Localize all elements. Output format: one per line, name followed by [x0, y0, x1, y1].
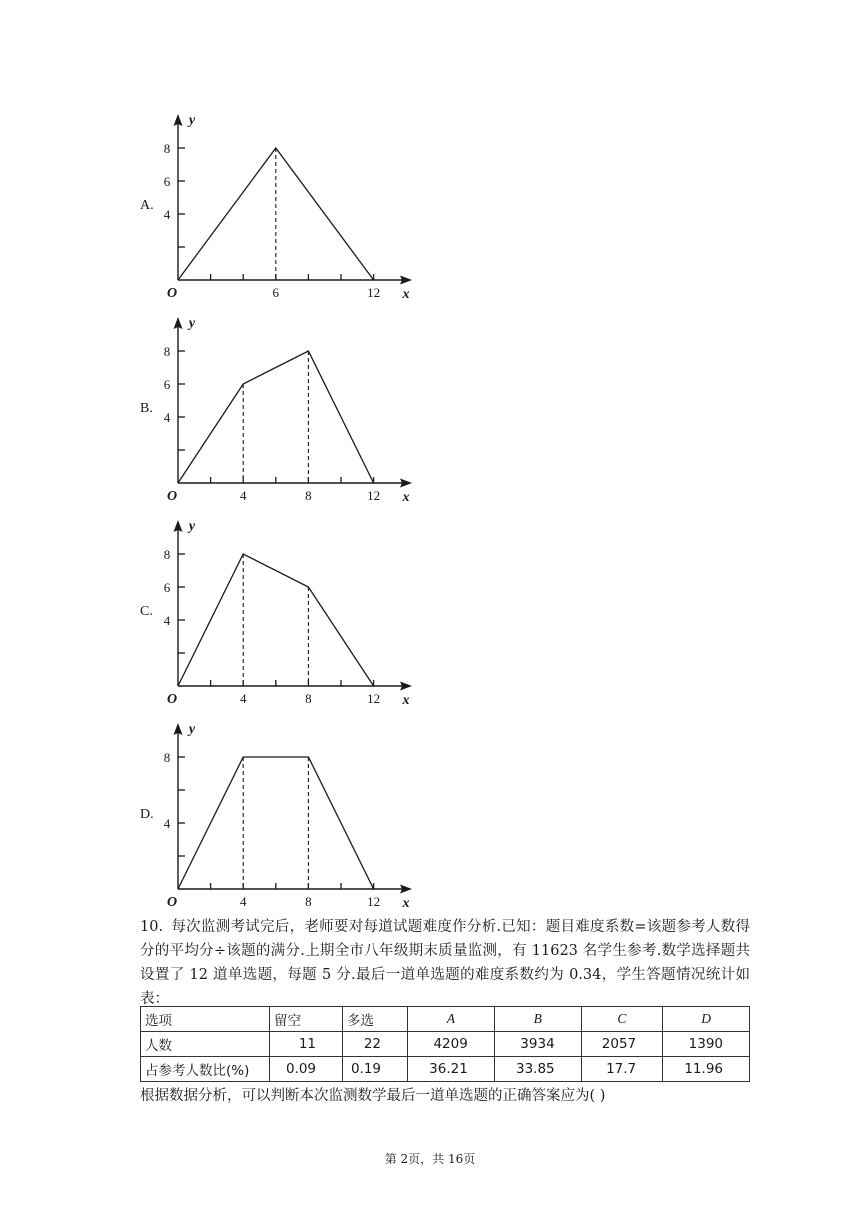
x-tick-label: 12	[367, 691, 381, 706]
x-tick-label: 6	[272, 285, 280, 300]
y-tick-label: 6	[163, 377, 171, 392]
table-cell: 0.09	[270, 1057, 343, 1082]
option-label: D.	[140, 807, 154, 822]
table-row	[141, 1057, 750, 1082]
table-header-cell: B	[494, 1007, 581, 1032]
table-cell: 17.7	[581, 1057, 662, 1082]
x-tick-label: 4	[239, 691, 247, 706]
table-cell: 33.85	[494, 1057, 581, 1082]
origin-label: O	[166, 286, 178, 301]
table-cell: 占参考人数比(%)	[141, 1057, 270, 1082]
x-axis-name: x	[402, 287, 410, 302]
table-cell: 3934	[494, 1032, 581, 1057]
x-tick-label: 8	[305, 894, 312, 909]
x-tick-label: 12	[367, 488, 381, 503]
x-tick-label: 12	[367, 894, 381, 909]
table-cell: 2057	[581, 1032, 662, 1057]
option-graph-c	[140, 516, 430, 716]
y-tick-label: 6	[163, 580, 171, 595]
page-footer: 第 2页，共 16页	[384, 1152, 476, 1166]
graph-svg	[140, 719, 430, 919]
answer-stats-table	[140, 1006, 750, 1082]
y-tick-label: 4	[163, 207, 171, 222]
option-label: C.	[140, 604, 153, 619]
y-tick-label: 8	[163, 344, 171, 359]
table-cell: 36.21	[408, 1057, 495, 1082]
y-axis-name: y	[188, 113, 196, 128]
table-header-cell: 留空	[270, 1007, 343, 1032]
y-axis-name: y	[188, 722, 196, 737]
option-graph-b	[140, 313, 430, 513]
question-10	[140, 915, 750, 1011]
y-axis-name: y	[188, 519, 196, 534]
table-header-cell: 选项	[141, 1007, 270, 1032]
table-row	[141, 1032, 750, 1057]
table-cell: 0.19	[343, 1057, 408, 1082]
x-tick-label: 8	[305, 488, 312, 503]
table-cell: 4209	[408, 1032, 495, 1057]
option-graph-d	[140, 719, 430, 919]
graph-line	[178, 757, 374, 889]
y-tick-label: 4	[163, 816, 171, 831]
origin-label: O	[166, 489, 178, 504]
question-conclusion: 根据数据分析，可以判断本次监测数学最后一道单选题的正确答案应为( )	[140, 1088, 606, 1104]
x-axis-name: x	[402, 896, 410, 911]
y-tick-label: 4	[163, 410, 171, 425]
question-text: 每次监测考试完后，老师要对每道试题难度作分析.已知：题目难度系数=该题参考人数得分的平均分÷该题的满分.上期全市八年级期末质量监测，有 11623 名学生参考.数学选择题共设置了 12 道单选题，每题 5 分.最后一道单选题的难度系数约为 0.34，学生答题情况统计如表：	[140, 919, 750, 1007]
table-cell: 11	[270, 1032, 343, 1057]
option-label: A.	[140, 198, 154, 213]
y-tick-label: 8	[163, 141, 171, 156]
graph-svg	[140, 110, 430, 310]
graph-svg	[140, 516, 430, 716]
x-tick-label: 8	[305, 691, 312, 706]
table-header-cell: 多选	[343, 1007, 408, 1032]
table-cell: 1390	[663, 1032, 750, 1057]
table-cell: 22	[343, 1032, 408, 1057]
y-tick-label: 4	[163, 613, 171, 628]
table-header-row	[141, 1007, 750, 1032]
y-tick-label: 8	[163, 547, 171, 562]
y-tick-label: 6	[163, 174, 171, 189]
table-cell: 人数	[141, 1032, 270, 1057]
origin-label: O	[166, 895, 178, 910]
x-tick-label: 4	[239, 894, 247, 909]
table-header-cell: D	[663, 1007, 750, 1032]
question-number: 10.	[140, 919, 164, 935]
option-graph-a	[140, 110, 430, 310]
y-tick-label: 8	[163, 750, 171, 765]
x-axis-name: x	[402, 693, 410, 708]
table-cell: 11.96	[663, 1057, 750, 1082]
x-tick-label: 4	[239, 488, 247, 503]
x-axis-name: x	[402, 490, 410, 505]
origin-label: O	[166, 692, 178, 707]
x-tick-label: 12	[367, 285, 381, 300]
y-axis-name: y	[188, 316, 196, 331]
graph-svg	[140, 313, 430, 513]
table-header-cell: C	[581, 1007, 662, 1032]
graph-line	[178, 351, 374, 483]
option-label: B.	[140, 401, 153, 416]
table-header-cell: A	[408, 1007, 495, 1032]
graph-line	[178, 554, 374, 686]
